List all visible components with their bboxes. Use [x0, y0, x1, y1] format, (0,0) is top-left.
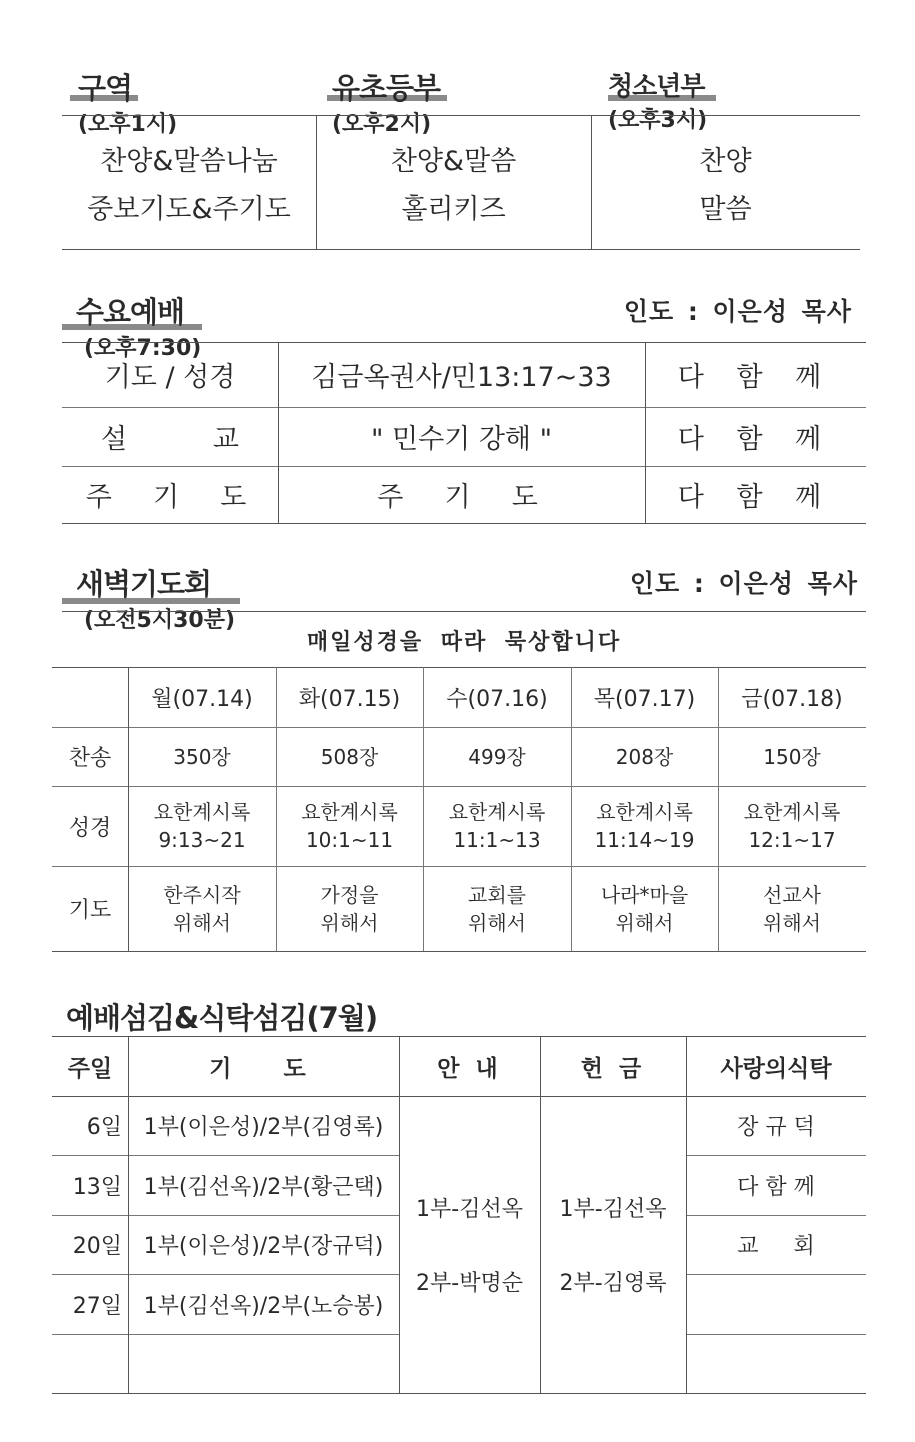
service-prayer: 1부(김선옥)/2부(황근택) [143, 1174, 384, 1200]
dawn-day-header: 금(07.18) [741, 686, 843, 712]
group-youth-item: 찬양 [699, 145, 752, 177]
scripture-book: 요한계시록 [301, 800, 398, 824]
dawn-row-label: 성경 [68, 815, 112, 841]
dawn-day-header: 화(07.15) [298, 686, 401, 712]
service-usher: 2부-박명순 [416, 1270, 523, 1296]
dawn-hymn: 150장 [763, 744, 821, 769]
service-offering: 2부-김영록 [559, 1270, 667, 1296]
dawn-hymn: 350장 [173, 744, 231, 769]
dawn-row-label: 찬송 [68, 746, 112, 771]
service-header-offering: 헌 금 [580, 1055, 646, 1082]
service-header-prayer: 기 도 [209, 1055, 318, 1082]
service-prayer: 1부(이은성)/2부(김영록) [143, 1115, 384, 1140]
group-header-district: 구역(오후1시) [78, 71, 178, 137]
dawn-scripture [718, 786, 866, 866]
dawn-hymn: 499장 [468, 744, 526, 769]
dawn-scripture [423, 786, 571, 866]
group-header-children: 유초등부(오후2시) [332, 71, 441, 137]
prayer-topic: 한주시작 [163, 882, 241, 907]
wednesday-row-label: 주 기 도 [85, 482, 255, 513]
dawn-scripture [276, 786, 423, 866]
wednesday-row-label: 기도 / 성경 [104, 362, 236, 393]
dawn-title: 새벽기도회 (오전5시30분) [76, 567, 236, 633]
service-offering: 1부-김선옥 [559, 1196, 667, 1222]
dawn-scripture [128, 786, 276, 866]
wednesday-row-content: " 민수기 강해 " [371, 424, 552, 455]
scripture-ref: 12:1~17 [748, 828, 836, 852]
service-header-date: 주일 [67, 1055, 113, 1082]
service-usher: 1부-김선옥 [416, 1196, 523, 1222]
service-table: 장 규 덕 [737, 1115, 815, 1140]
service-date: 20일 [72, 1234, 122, 1259]
wednesday-leader: 인도 : 이은성 목사 [623, 297, 852, 326]
wednesday-row-who: 다 함 께 [677, 362, 834, 393]
dawn-prayer [423, 866, 571, 951]
dawn-prayer [718, 866, 866, 951]
dawn-day-header: 목(07.17) [593, 686, 696, 712]
prayer-for: 위해서 [173, 910, 231, 935]
scripture-ref: 10:1~11 [305, 828, 394, 852]
service-title: 예배섬김&식탁섬김(7월) [66, 1001, 378, 1035]
group-children-item: 홀리키즈 [401, 193, 506, 225]
service-header-table: 사랑의식탁 [720, 1055, 832, 1082]
service-table: 교 회 [737, 1234, 815, 1259]
wednesday-title: 수요예배 (오후7:30) [76, 295, 202, 361]
scripture-ref: 9:13~21 [158, 828, 246, 852]
dawn-prayer [571, 866, 718, 951]
service-date: 27일 [72, 1293, 122, 1319]
scripture-book: 요한계시록 [448, 800, 546, 824]
prayer-for: 위해서 [468, 910, 526, 935]
wednesday-row-who: 다 함 께 [677, 482, 834, 513]
dawn-day-header: 수(07.16) [446, 686, 548, 712]
scripture-book: 요한계시록 [596, 800, 693, 824]
service-header-usher: 안 내 [437, 1055, 502, 1082]
scripture-ref: 11:14~19 [594, 828, 695, 852]
dawn-subtitle: 매일성경을 따라 묵상합니다 [306, 629, 622, 655]
prayer-topic: 교회를 [468, 882, 526, 907]
prayer-topic: 선교사 [763, 882, 821, 907]
prayer-topic: 나라*마을 [600, 882, 689, 907]
wednesday-row-who: 다 함 께 [677, 424, 834, 455]
dawn-day-header: 월(07.14) [151, 686, 253, 712]
service-table: 다 함 께 [737, 1174, 815, 1200]
prayer-topic: 가정을 [320, 882, 379, 907]
prayer-for: 위해서 [320, 910, 379, 935]
dawn-leader: 인도 : 이은성 목사 [629, 569, 858, 598]
group-children-item: 찬양&말씀 [390, 145, 517, 177]
group-district-item: 찬양&말씀나눔 [100, 145, 278, 177]
service-date: 13일 [72, 1174, 122, 1200]
scripture-book: 요한계시록 [743, 800, 841, 824]
dawn-row-label: 기도 [68, 898, 112, 923]
service-prayer: 1부(김선옥)/2부(노승봉) [143, 1293, 384, 1319]
wednesday-row-content: 주 기 도 [377, 482, 546, 513]
scripture-ref: 11:1~13 [453, 828, 541, 852]
dawn-prayer [128, 866, 276, 951]
dawn-scripture [571, 786, 718, 866]
prayer-for: 위해서 [615, 910, 674, 935]
dawn-hymn: 508장 [320, 744, 379, 769]
group-youth-item: 말씀 [699, 193, 752, 225]
prayer-for: 위해서 [763, 910, 821, 935]
wednesday-row-content: 김금옥권사/민13:17~33 [311, 362, 612, 393]
group-header-youth: 청소년부(오후3시) [608, 72, 708, 133]
dawn-hymn: 208장 [615, 744, 674, 769]
service-date: 6일 [86, 1115, 122, 1140]
group-district-item: 중보기도&주기도 [87, 193, 291, 225]
dawn-prayer [276, 866, 423, 951]
wednesday-row-label: 설 교 [101, 424, 239, 455]
service-prayer: 1부(이은성)/2부(장규덕) [143, 1234, 384, 1259]
scripture-book: 요한계시록 [153, 800, 251, 824]
